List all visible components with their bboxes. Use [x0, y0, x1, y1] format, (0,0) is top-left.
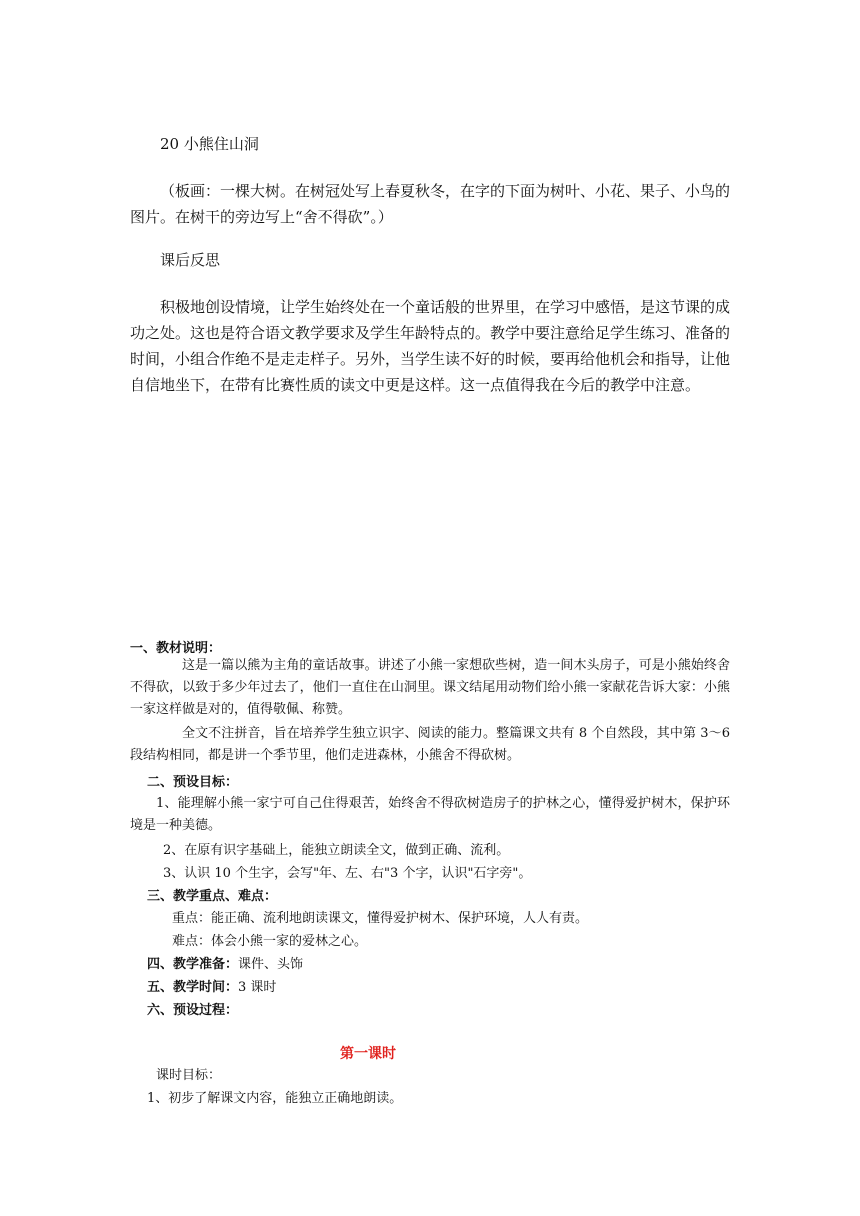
section-4	[147, 953, 303, 972]
section-3-heading: 三、教学重点、难点：	[147, 889, 278, 904]
board-note: （板画：一棵大树。在树冠处写上春夏秋冬，在字的下面为树叶、小花、果子、小鸟的图片。在树干的旁边写上“舍不得砍”。）	[130, 182, 731, 226]
section-6-heading: 六、预设过程：	[147, 1003, 239, 1018]
section-4-value: 课件、头饰	[238, 957, 304, 972]
goal-3: 3、认识 10 个生字，会写"年、左、右"3 个字，认识"石字旁"。	[163, 866, 532, 881]
section-1-paragraph-1: 这是一篇以熊为主角的童话故事。讲述了小熊一家想砍些树，造一间木头房子，可是小熊始终舍不得砍，以致于多少年过去了，他们一直住在山洞里。课文结尾用动物们给小熊一家献花告诉大家：小熊一家这样做是对的，值得敬佩、称赞。	[130, 658, 730, 717]
class-goal-1: 1、初步了解课文内容，能独立正确地朗读。	[147, 1091, 403, 1106]
difficulty: 难点：体会小熊一家的爱林之心。	[172, 934, 368, 949]
section-5-heading: 五、教学时间：	[147, 980, 239, 995]
goal-1: 1、能理解小熊一家宁可自己住得艰苦，始终舍不得砍树造房子的护林之心，懂得爱护树木，保护环境是一种美德。	[130, 796, 730, 833]
section-1-heading: 一、教材说明：	[130, 641, 222, 656]
section-5-value: 3 课时	[238, 980, 277, 995]
class-1-title: 第一课时	[340, 1046, 396, 1062]
section-4-heading: 四、教学准备：	[147, 957, 239, 972]
reflection-body: 积极地创设情境，让学生始终处在一个童话般的世界里，在学习中感悟，是这节课的成功之处。这也是符合语文教学要求及学生年龄特点的。教学中要注意给足学生练习、准备的时间，小组合作绝不是走走样子。另外，当学生读不好的时候，要再给他机会和指导，让他自信地坐下，在带有比赛性质的读文中更是这样。这一点值得我在今后的教学中注意。	[130, 298, 731, 394]
reflection-heading: 课后反思	[160, 251, 221, 269]
goal-2: 2、在原有识字基础上，能独立朗读全文，做到正确、流利。	[163, 843, 510, 858]
section-1-paragraph-2: 全文不注拼音，旨在培养学生独立识字、阅读的能力。整篇课文共有 8 个自然段，其中第 3～6 段结构相同，都是讲一个季节里，他们走进森林，小熊舍不得砍树。	[130, 726, 730, 763]
section-2-heading: 二、预设目标：	[147, 775, 239, 790]
key-point: 重点：能正确、流利地朗读课文，懂得爱护树木、保护环境，人人有责。	[172, 911, 589, 926]
section-5	[147, 976, 276, 995]
lesson-title: 20 小熊住山洞	[160, 135, 259, 153]
class-goal-label: 课时目标：	[156, 1068, 222, 1083]
